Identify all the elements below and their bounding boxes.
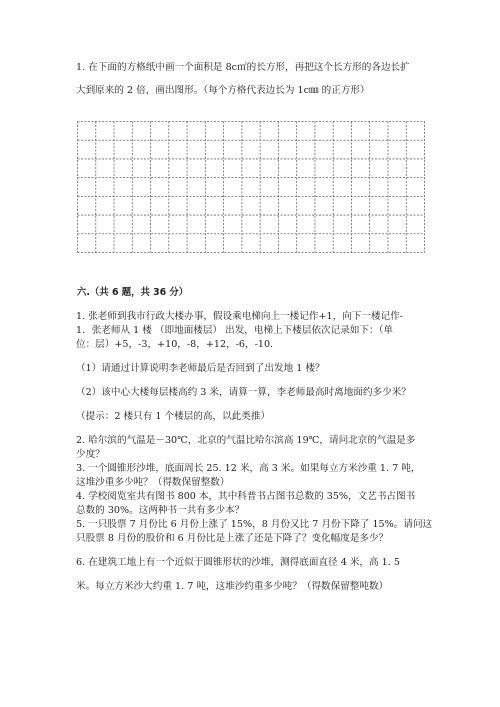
section-six-heading: 六.（共 6 题，共 36 分） — [77, 287, 189, 298]
grid-lines — [77, 121, 425, 253]
problem-1-line-2: 1．张老师从 1 楼 （即地面楼层） 出发，电梯上下楼层依次记录如下：（单 — [76, 325, 394, 336]
problem-5-line-1: 5. 一只股票 7 月份比 6 月份上涨了 15%，8 月份又比 7 月份下降了 15%。请问这 — [76, 519, 433, 530]
problem-5-line-2: 只股票 8 月份的股价和 6 月份比是上涨了还是下降了？变化幅度是多少？ — [76, 533, 389, 544]
grid-paper — [77, 121, 425, 253]
problem-4-line-2: 总数的 30%。这两种书一共有多少本？ — [76, 505, 245, 516]
question-1-line-1: 1. 在下面的方格纸中画一个面积是 8c㎡的长方形，再把这个长方形的各边长扩 — [76, 62, 410, 73]
problem-6-line-1: 6. 在建筑工地上有一个近似于圆锥形状的沙堆，测得底面直径 4 米，高 1. 5 — [76, 557, 400, 568]
problem-2-line-2: 少度？ — [76, 449, 105, 460]
problem-3-line-2: 这堆沙重多少吨？（得数保留整数） — [76, 477, 230, 488]
problem-3-line-1: 3. 一个圆锥形沙堆，底面周长 25. 12 米，高 3 米。如果每立方米沙重 1. 7 吨， — [76, 463, 421, 474]
problem-1-hint: （提示：2 楼只有 1 个楼层的高，以此类推） — [76, 411, 271, 422]
problem-1-line-3: 位：层）+5，-3，+10，-8，+12，-6，-10. — [76, 339, 274, 350]
problem-1-sub-question-2: （2）该中心大楼每层楼高约 3 米，请算一算，李老师最高时离地面约多少米？ — [76, 387, 411, 398]
problem-1-line-1: 1. 张老师到我市行政大楼办事，假设乘电梯向上一楼记作+1，向下一楼记作- — [76, 311, 403, 322]
problem-2-line-1: 2. 哈尔滨的气温是－30℃，北京的气温比哈尔滨高 19℃，请问北京的气温是多 — [76, 435, 416, 446]
problem-6-line-2: 米。每立方米沙大约重 1. 7 吨，这堆沙约重多少吨？（得数保留整吨数） — [76, 581, 389, 592]
problem-4-line-1: 4. 学校阅览室共有图书 800 本，其中科普书占图书总数的 35%，文艺书占图书 — [76, 491, 416, 502]
problem-1-sub-question-1: （1）请通过计算说明李老师最后是否回到了出发地 1 楼？ — [76, 363, 325, 374]
question-1-line-2: 大到原来的 2 倍，画出图形。（每个方格代表边长为 1c㎜ 的正方形） — [76, 85, 370, 96]
